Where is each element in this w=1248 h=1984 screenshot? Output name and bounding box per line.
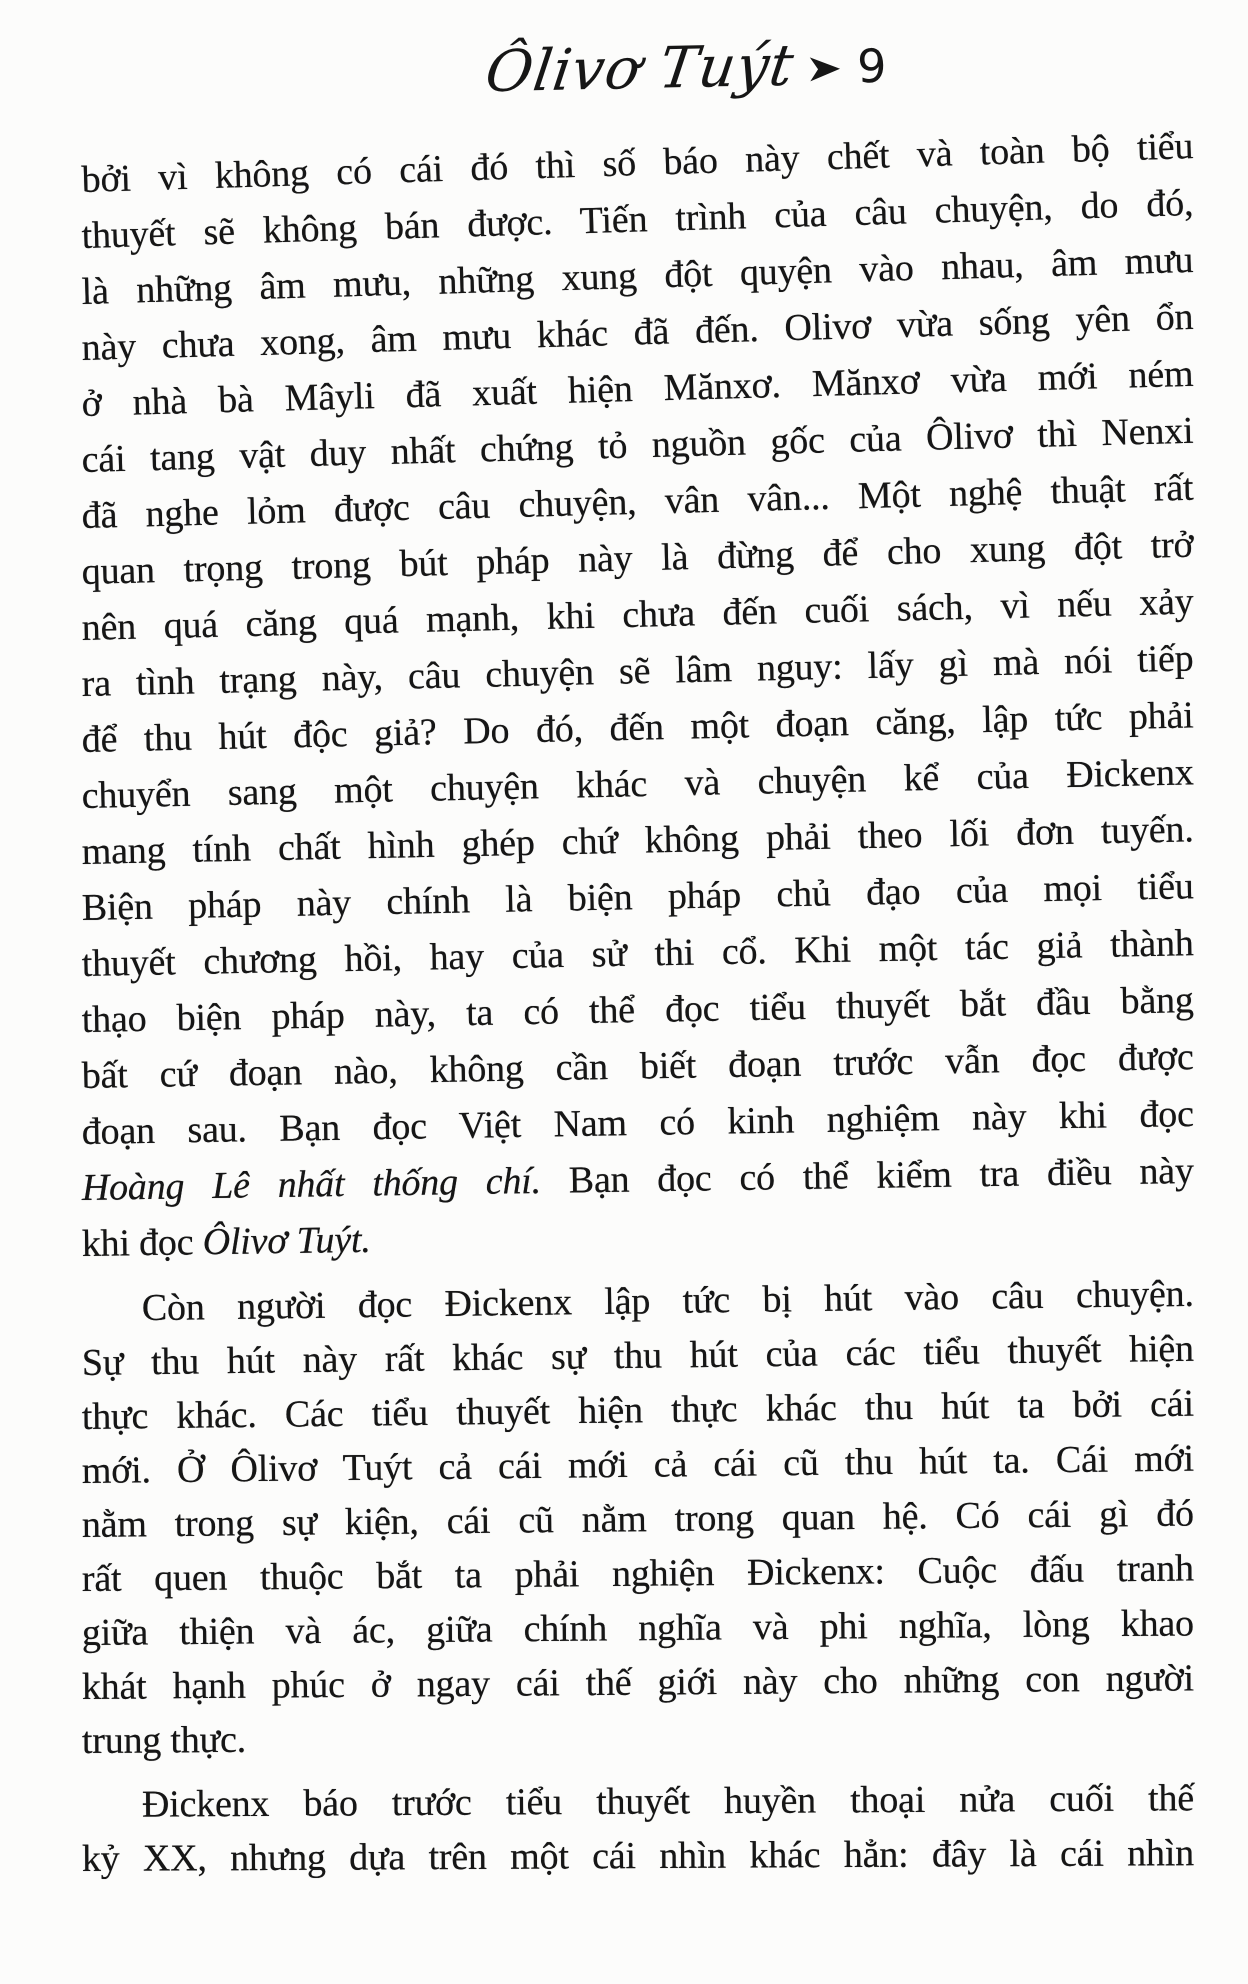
- text-segment: thuyết sẽ không bán được. Tiến trình của câu chuyện, do đó,: [81, 181, 1194, 257]
- page-number: 9: [856, 38, 888, 93]
- text-segment: quan trọng trong bút pháp này là đừng để cho xung đột trở: [81, 523, 1194, 593]
- text-line: [82, 1596, 1194, 1660]
- page-body: [81, 125, 1195, 1886]
- text-segment: khát hạnh phúc ở ngay cái thế giới này cho những con người: [81, 1657, 1195, 1708]
- header-book-title: Ôlivơ Tuýt: [481, 32, 798, 106]
- text-segment: Đickenx báo trước tiểu thuyết huyền thoại nửa cuối thế: [141, 1777, 1195, 1826]
- text-segment: thực khác. Các tiểu thuyết hiện thực khác thu hút ta bởi cái: [81, 1382, 1195, 1438]
- text-segment: Còn người đọc Đickenx lập tức bị hút vào câu chuyện.: [141, 1272, 1195, 1330]
- paragraph: [81, 125, 1195, 1272]
- text-line: [82, 1771, 1194, 1832]
- text-segment: cái tang vật duy nhất chứng tỏ nguồn gốc của Ôlivơ thì Nenxi: [81, 409, 1194, 481]
- text-segment: thuyết chương hồi, hay của sử thi cổ. Khi một tác giả thành: [81, 922, 1194, 985]
- italic-text: Ôlivơ Tuýt.: [202, 1218, 371, 1264]
- text-segment: bất cứ đoạn nào, không cần biết đoạn trước vẫn đọc được: [81, 1036, 1195, 1097]
- text-segment: kỷ XX, nhưng dựa trên một cái nhìn khác hẳn: đây là cái nhìn: [81, 1832, 1195, 1880]
- text-segment: để thu hút độc giả? Do đó, đến một đoạn căng, lập tức phải: [81, 694, 1194, 761]
- text-segment: giữa thiện và ác, giữa chính nghĩa và phi nghĩa, lòng khao: [81, 1602, 1195, 1654]
- paragraph: [81, 1272, 1195, 1768]
- text-segment: ra tình trạng này, câu chuyện sẽ lâm nguy: lấy gì mà nói tiếp: [81, 637, 1194, 705]
- text-segment: khi đọc: [81, 1221, 203, 1265]
- text-segment: Sự thu hút này rất khác sự thu hút của các tiểu thuyết hiện: [81, 1327, 1195, 1384]
- text-segment: mang tính chất hình ghép chứ không phải theo lối đơn tuyến.: [81, 808, 1194, 873]
- right-arrowhead-icon: [809, 55, 842, 82]
- text-segment: mới. Ở Ôlivơ Tuýt cả cái mới cả cái cũ thu hút ta. Cái mới: [81, 1437, 1195, 1492]
- text-segment: ở nhà bà Mâyli đã xuất hiện Mănxơ. Mănxơ vừa mới ném: [81, 352, 1194, 425]
- text-segment: nên quá căng quá mạnh, khi chưa đến cuối sách, vì nếu xảy: [81, 580, 1194, 649]
- text-segment: chuyển sang một chuyện khác và chuyện kể của Đickenx: [81, 751, 1194, 817]
- text-segment: thạo biện pháp này, ta có thể đọc tiểu thuyết bắt đầu bằng: [81, 979, 1194, 1041]
- text-segment: nằm trong sự kiện, cái cũ nằm trong quan hệ. Có cái gì đó: [81, 1492, 1195, 1546]
- text-segment: đoạn sau. Bạn đọc Việt Nam có kinh nghiệm này khi đọc: [81, 1092, 1195, 1153]
- running-header: [62, 27, 1248, 110]
- text-segment: này chưa xong, âm mưu khác đã đến. Olivơ vừa sống yên ổn: [81, 295, 1194, 369]
- text-segment: rất quen thuộc bắt ta phải nghiện Đickenx: Cuộc đấu tranh: [81, 1547, 1195, 1600]
- italic-text: Hoàng Lê nhất thống chí.: [81, 1159, 542, 1209]
- text-segment: Bạn đọc có thể kiểm tra điều này: [540, 1149, 1195, 1202]
- text-segment: là những âm mưu, những xung đột quyện vào nhau, âm mưu: [81, 238, 1194, 313]
- text-line: [82, 1651, 1194, 1714]
- text-line: [82, 1706, 1194, 1768]
- text-segment: bởi vì không có cái đó thì số báo này chết và toàn bộ tiểu: [81, 125, 1194, 201]
- paragraph: [82, 1778, 1194, 1886]
- text-segment: Biện pháp này chính là biện pháp chủ đạo của mọi tiểu: [81, 865, 1194, 929]
- text-line: [82, 1826, 1194, 1886]
- text-segment: trung thực.: [81, 1718, 247, 1762]
- text-line: [82, 1541, 1194, 1606]
- text-segment: đã nghe lỏm được câu chuyện, vân vân... Một nghệ thuật rất: [81, 466, 1194, 537]
